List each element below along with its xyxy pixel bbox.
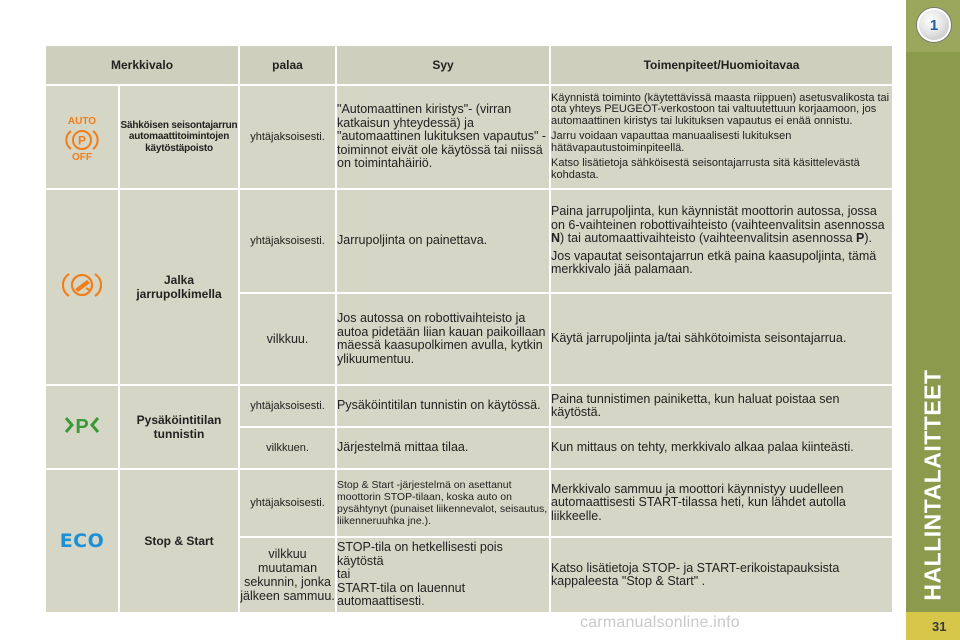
warning-state: vilkkuu. <box>239 293 336 385</box>
action-text-part: ) tai automaattivaihteisto (vaihteenvalitsin asennossa <box>560 231 857 246</box>
warning-cause: Stop & Start -järjestelmä on asettanut moottorin STOP-tilaan, koska auto on pysähtynyt (punaiset liikennevalot, seisautus, liikenneruuhka jne.). <box>336 469 550 537</box>
cause-text: tai <box>337 567 351 582</box>
warning-actions <box>550 85 893 189</box>
table-row <box>45 469 893 537</box>
eco-icon: ECO <box>59 530 105 552</box>
table-row <box>45 385 893 427</box>
warning-cause: Järjestelmä mittaa tilaa. <box>336 427 550 469</box>
parking-sensor-icon <box>62 413 102 437</box>
action-text-part: ). <box>864 231 873 246</box>
action-text: Katso lisätietoja sähköisestä seisontajarrusta sitä käsittelevästä kohdasta. <box>551 157 860 181</box>
warning-actions: Käytä jarrupoljinta ja/tai sähkötoimista seisontajarrua. <box>550 293 893 385</box>
icon-cell <box>45 85 119 189</box>
chapter-title <box>908 370 958 600</box>
warning-cause <box>336 537 550 613</box>
warning-cause: Jos autossa on robottivaihteisto ja autoa pidetään liian kauan paikoillaan mäessä kaasupolkimen avulla, kytkin ylikuumentuu. <box>336 293 550 385</box>
warning-cause: "Automaattinen kiristys"- (virran katkaisun yhteydessä) ja "automaattinen lukituksen vapautus" -toiminnot eivät ole käytössä tai niissä on toimintahäiriö. <box>336 85 550 189</box>
parking-sensor-letter: P <box>75 415 89 437</box>
action-text: Jos vapautat seisontajarrun etkä paina kaasupoljinta, tämä merkkivalo jää palamaan. <box>551 248 877 277</box>
warning-state: yhtäjaksoisesti. <box>239 469 336 537</box>
warning-name: Stop & Start <box>119 469 239 613</box>
action-text: Käynnistä toiminto (käytettävissä maasta riippuen) asetusvalikosta tai ota yhteys PEUGEOT-verkostoon tai valtuutettuun korjaamoon, jos automaattinen kiristys tai lukituksen vapautus ei enää onnistu. <box>551 91 890 127</box>
header-state: palaa <box>239 45 336 85</box>
warning-actions: Katso lisätietoja STOP- ja START-erikoistapauksista kappaleesta "Stop & Start" . <box>550 537 893 613</box>
warning-actions: Merkkivalo sammuu ja moottori käynnistyy uudelleen automaattisesti START-tilassa heti, kun lähdet autolla liikkeelle. <box>550 469 893 537</box>
auto-icon-text-bottom: OFF <box>72 152 92 163</box>
warning-lights-table <box>44 44 894 614</box>
chapter-number-badge <box>917 8 951 42</box>
warning-cause: Pysäköintitilan tunnistin on käytössä. <box>336 385 550 427</box>
warning-state: yhtäjaksoisesti. <box>239 385 336 427</box>
header-warning-light: Merkkivalo <box>45 45 239 85</box>
table-row <box>45 189 893 293</box>
warning-cause: Jarrupoljinta on painettava. <box>336 189 550 293</box>
cause-text: STOP-tila on hetkellisesti pois käytöstä <box>337 540 503 568</box>
warning-state: vilkkuen. <box>239 427 336 469</box>
icon-cell <box>45 189 119 385</box>
action-text <box>551 205 892 246</box>
chapter-number: 1 <box>929 16 939 34</box>
warning-actions <box>550 189 893 293</box>
warning-state: yhtäjaksoisesti. <box>239 189 336 293</box>
watermark: carmanualsonline.info <box>580 614 740 631</box>
warning-state: yhtäjaksoisesti. <box>239 85 336 189</box>
auto-icon-text-mid: P <box>77 133 87 148</box>
table-header-row <box>45 45 893 85</box>
warning-actions: Kun mittaus on tehty, merkkivalo alkaa palaa kiinteästi. <box>550 427 893 469</box>
chapter-title-text: HALLINTALAITTEET <box>919 369 946 601</box>
auto-icon-text-top: AUTO <box>67 116 97 127</box>
brake-pedal-icon <box>62 271 102 299</box>
warning-name: Sähköisen seisontajarrun automaattitoimintojen käytöstäpoisto <box>119 85 239 189</box>
action-text-part: Paina jarrupoljinta, kun käynnistät moottorin autossa, jossa on 6-vaihteinen robottivaihteisto (vaihteenvalitsin asennossa <box>551 204 885 232</box>
warning-name: Jalka jarrupolkimella <box>119 189 239 385</box>
page-number-tab <box>906 612 960 640</box>
header-actions: Toimenpiteet/Huomioitavaa <box>550 45 893 85</box>
table-row <box>45 85 893 189</box>
warning-state: vilkkuu muutaman sekunnin, jonka jälkeen sammuu. <box>239 537 336 613</box>
header-cause: Syy <box>336 45 550 85</box>
icon-cell <box>45 469 119 613</box>
auto-off-parking-icon <box>64 117 100 163</box>
parking-brake-symbol <box>64 128 100 152</box>
gear-p-label: P <box>856 231 865 246</box>
icon-cell <box>45 385 119 469</box>
warning-actions: Paina tunnistimen painiketta, kun haluat poistaa sen käytöstä. <box>550 385 893 427</box>
cause-text: START-tila on lauennut automaattisesti. <box>337 580 466 609</box>
warning-name: Pysäköintitilan tunnistin <box>119 385 239 469</box>
page-number: 31 <box>932 619 947 634</box>
gear-n-label: N <box>551 231 561 246</box>
action-text: Jarru voidaan vapauttaa manuaalisesti lukituksen hätävapautustoiminpiteellä. <box>551 130 792 154</box>
